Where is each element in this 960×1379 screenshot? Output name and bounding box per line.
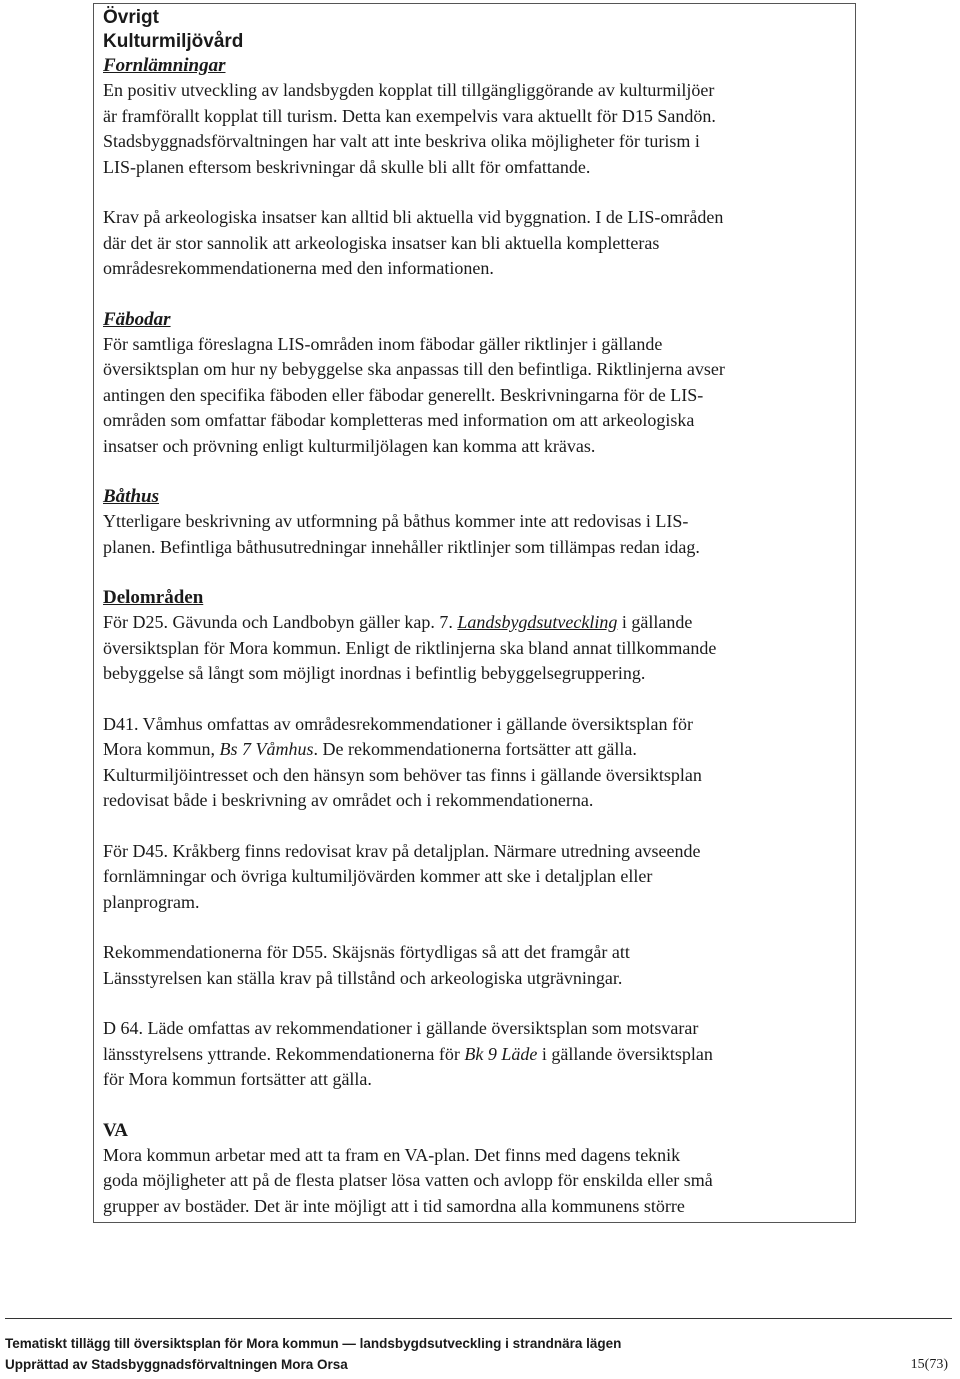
text-line: Kulturmiljöintresset och den hänsyn som behöver tas finns i gällande översiktsplan bbox=[103, 764, 702, 785]
text-segment: Mora kommun, bbox=[103, 739, 220, 759]
reference-landsbygdsutveckling: Landsbygdsutveckling bbox=[457, 612, 618, 632]
paragraph-bathus bbox=[103, 509, 853, 560]
text-line: Mora kommun arbetar med att ta fram en VA-plan. Det finns med dagens teknik bbox=[103, 1144, 681, 1165]
page-number: 15(73) bbox=[910, 1357, 948, 1372]
text-line: D 64. Läde omfattas av rekommendationer i gällande översiktsplan som motsvarar bbox=[103, 1018, 699, 1038]
text-line: översiktsplan för Mora kommun. Enligt de riktlinjerna ska bland annat tillkommande bbox=[103, 637, 717, 658]
text-line: D41. Våmhus omfattas av områdesrekommendationer i gällande översiktsplan för bbox=[103, 713, 694, 734]
text-line: för Mora kommun fortsätter att gälla. bbox=[103, 1069, 372, 1089]
text-segment: i gällande översiktsplan bbox=[537, 1043, 713, 1064]
text-segment: . De rekommendationerna fortsätter att gälla. bbox=[313, 739, 637, 759]
heading-kulturmiljovard: Kulturmiljövård bbox=[103, 31, 244, 52]
text-line: LIS-planen eftersom beskrivningar då skulle bli allt för omfattande. bbox=[103, 156, 591, 177]
footer-divider bbox=[5, 1318, 952, 1319]
text-line: Krav på arkeologiska insatser kan alltid bli aktuella vid byggnation. I de LIS-områden bbox=[103, 207, 724, 227]
text-segment: i gällande bbox=[617, 612, 693, 632]
text-line: goda möjligheter att på de flesta platser lösa vatten och avlopp för enskilda eller små bbox=[103, 1170, 713, 1190]
text-line: antingen den specifika fäboden eller fäbodar generellt. Beskrivningarna för de LIS- bbox=[103, 384, 704, 405]
heading-bathus: Båthus bbox=[103, 486, 159, 507]
reference-bk9-lade: Bk 9 Läde bbox=[464, 1043, 538, 1064]
text-line: Stadsbyggnadsförvaltningen har valt att inte beskriva olika möjligheter för turism i bbox=[103, 131, 700, 151]
text-line: grupper av bostäder. Det är inte möjligt att i tid samordna alla kommunens större bbox=[103, 1195, 685, 1216]
text-line: fornlämningar och övriga kultumiljövärden kommer att ske i detaljplan eller bbox=[103, 866, 653, 886]
text-line: redovisat både i beskrivning av området och i rekommendationerna. bbox=[103, 790, 594, 810]
paragraph-fornlamningar-2 bbox=[103, 205, 853, 282]
paragraph-fornlamningar-1 bbox=[103, 78, 853, 180]
text-line: där det är stor sannolik att arkeologiska insatser kan bli aktuella kompletteras bbox=[103, 232, 660, 253]
text-line: områden som omfattar fäbodar kompletteras med information om att arkeologiska bbox=[103, 410, 695, 430]
heading-delomraden: Delområden bbox=[103, 587, 204, 608]
text-segment: För D25. Gävunda och Landbobyn gäller kap. 7. bbox=[103, 612, 458, 632]
text-line: För samtliga föreslagna LIS-områden inom fäbodar gäller riktlinjer i gällande bbox=[103, 333, 663, 354]
text-line: Ytterligare beskrivning av utformning på båthus kommer inte att redovisas i LIS- bbox=[103, 511, 689, 531]
footer-author: Upprättad av Stadsbyggnadsförvaltningen Mora Orsa bbox=[5, 1357, 348, 1372]
paragraph-d55 bbox=[103, 940, 853, 991]
reference-bs7-vamhus: Bs 7 Våmhus bbox=[219, 739, 314, 759]
text-line: Rekommendationerna för D55. Skäjsnäs förtydligas så att det framgår att bbox=[103, 942, 630, 962]
text-line: Länsstyrelsen kan ställa krav på tillstånd och arkeologiska utgrävningar. bbox=[103, 967, 623, 988]
heading-fornlamningar: Fornlämningar bbox=[103, 55, 226, 76]
paragraph-fabodar bbox=[103, 332, 853, 460]
heading-va: VA bbox=[103, 1119, 128, 1141]
paragraph-d45 bbox=[103, 839, 853, 916]
content-frame bbox=[93, 3, 856, 1223]
heading-fabodar: Fäbodar bbox=[103, 308, 171, 330]
text-line: bebyggelse så långt som möjligt inordnas i befintlig bebyggelsegruppering. bbox=[103, 663, 646, 683]
text-line: insatser och prövning enligt kulturmiljölagen kan komma att krävas. bbox=[103, 435, 596, 456]
footer-title: Tematiskt tillägg till översiktsplan för Mora kommun — landsbygdsutveckling i strandnära lägen bbox=[5, 1336, 622, 1351]
paragraph-d64 bbox=[103, 1016, 853, 1093]
text-line: är framförallt kopplat till turism. Detta kan exempelvis vara aktuellt för D15 Sandön. bbox=[103, 105, 716, 126]
text-line: områdesrekommendationerna med den informationen. bbox=[103, 258, 494, 278]
text-line: planprogram. bbox=[103, 891, 200, 912]
paragraph-d41 bbox=[103, 712, 853, 814]
text-line: En positiv utveckling av landsbygden kopplat till tillgängliggörande av kulturmiljöer bbox=[103, 80, 715, 100]
paragraph-va bbox=[103, 1143, 853, 1220]
text-line: För D45. Kråkberg finns redovisat krav på detaljplan. Närmare utredning avseende bbox=[103, 840, 701, 861]
text-line: planen. Befintliga båthusutredningar innehåller riktlinjer som tillämpas redan idag. bbox=[103, 536, 700, 557]
text-segment: länsstyrelsens yttrande. Rekommendationerna för bbox=[103, 1043, 465, 1064]
text-line: översiktsplan om hur ny bebyggelse ska anpassas till den befintliga. Riktlinjerna avser bbox=[103, 359, 725, 379]
heading-ovrigt: Övrigt bbox=[103, 7, 159, 28]
paragraph-d25 bbox=[103, 610, 853, 687]
content-body bbox=[103, 6, 853, 1219]
